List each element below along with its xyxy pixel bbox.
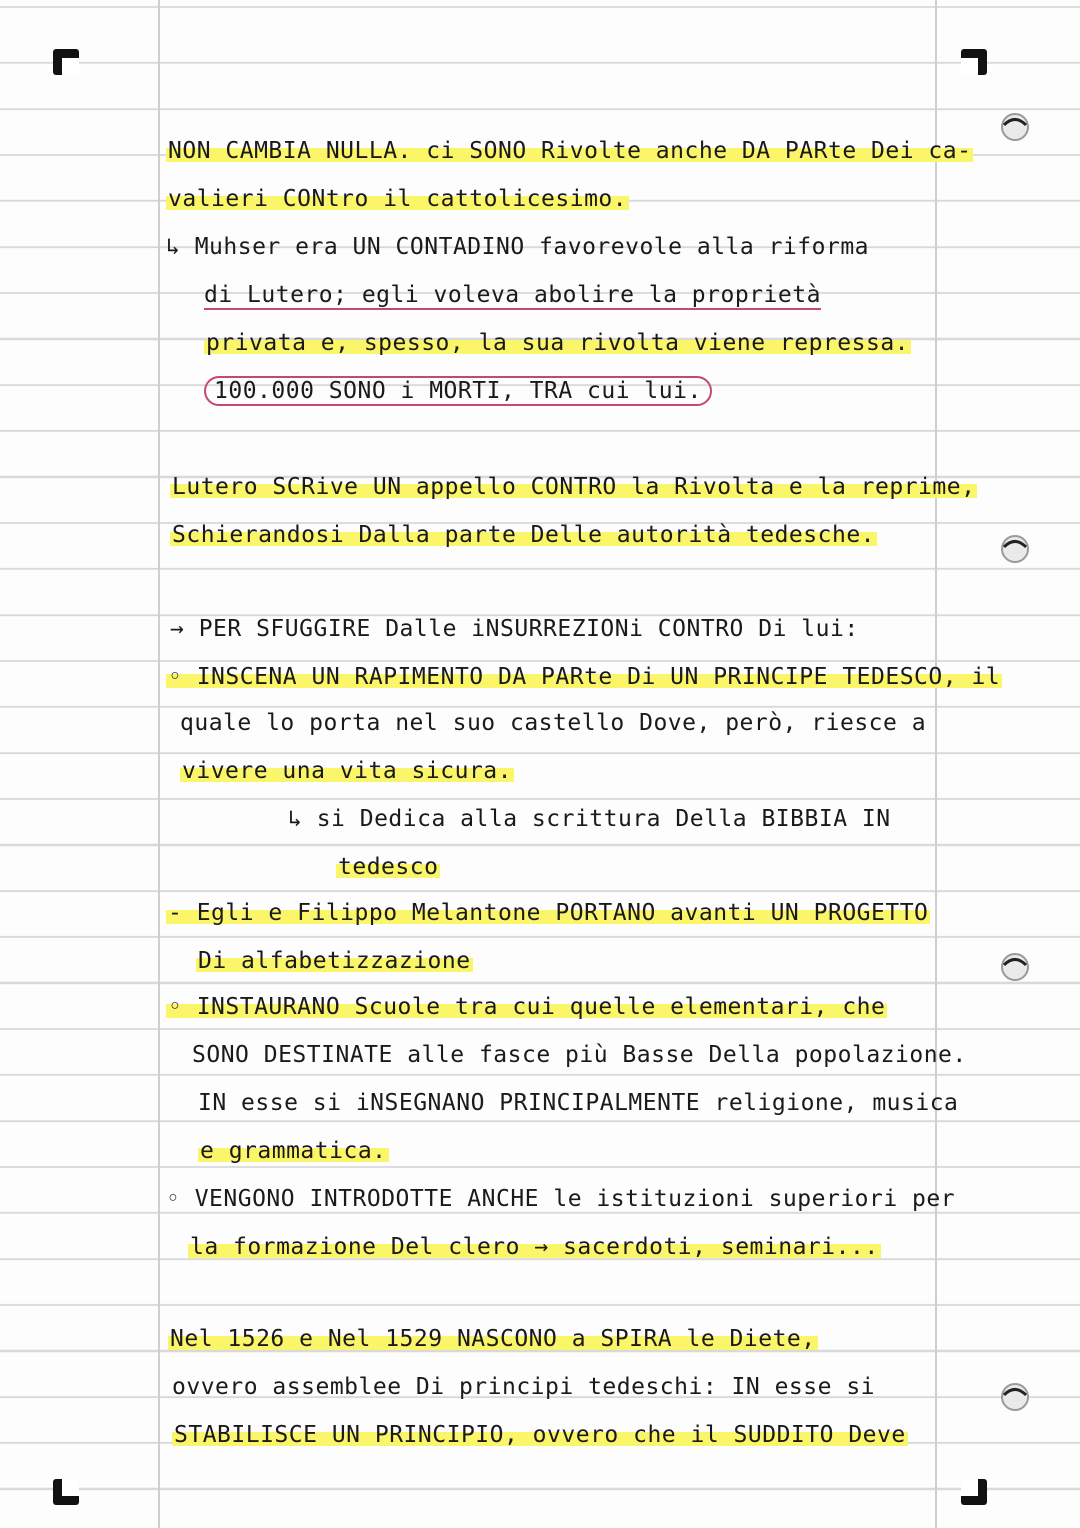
note-line: e grammatica. xyxy=(200,1138,387,1164)
note-line: STABILISCE UN PRINCIPIO, ovvero che il SUDDITO Deve xyxy=(174,1422,906,1448)
note-line: ↳ Muhser era UN CONTADINO favorevole alla riforma xyxy=(166,234,870,260)
binder-hole-icon xyxy=(998,532,1032,566)
note-line: ovvero assemblee Di principi tedeschi: IN esse si xyxy=(172,1374,876,1400)
note-line: valieri CONtro il cattolicesimo. xyxy=(168,186,628,212)
note-line: ↳ si Dedica alla scrittura Della BIBBIA IN xyxy=(288,806,891,832)
note-line: → PER SFUGGIRE Dalle iNSURREZIONi CONTRO Di lui: xyxy=(170,616,859,642)
corner-bracket-icon xyxy=(960,48,988,76)
note-line: tedesco xyxy=(338,854,439,880)
note-line: IN esse si iNSEGNANO PRINCIPALMENTE religione, musica xyxy=(198,1090,959,1116)
corner-bracket-icon xyxy=(52,48,80,76)
binder-hole-icon xyxy=(998,950,1032,984)
note-line: privata e, spesso, la sua rivolta viene repressa. xyxy=(206,330,910,356)
binder-hole-icon xyxy=(998,1380,1032,1414)
note-line: di Lutero; egli voleva abolire la proprietà xyxy=(204,282,821,308)
note-line: 100.000 SONO i MORTI, TRA cui lui. xyxy=(204,378,712,404)
note-line: Lutero SCRive UN appello CONTRO la Rivolta e la reprime, xyxy=(172,474,976,500)
corner-bracket-icon xyxy=(52,1478,80,1506)
note-line: Di alfabetizzazione xyxy=(198,948,471,974)
note-line: Schierandosi Dalla parte Delle autorità tedesche. xyxy=(172,522,876,548)
note-line: - Egli e Filippo Melantone PORTANO avanti UN PROGETTO xyxy=(168,900,929,926)
note-line: SONO DESTINATE alle fasce più Basse Della popolazione. xyxy=(192,1042,967,1068)
note-line: la formazione Del clero → sacerdoti, seminari... xyxy=(190,1234,879,1260)
corner-bracket-icon xyxy=(960,1478,988,1506)
note-line: vivere una vita sicura. xyxy=(182,758,512,784)
note-line: quale lo porta nel suo castello Dove, però, riesce a xyxy=(180,710,927,736)
note-line: ◦ INSTAURANO Scuole tra cui quelle elementari, che xyxy=(168,994,886,1020)
binder-hole-icon xyxy=(998,110,1032,144)
note-line: NON CAMBIA NULLA. ci SONO Rivolte anche DA PARte Dei ca- xyxy=(168,138,972,164)
right-margin-line xyxy=(935,0,937,1528)
note-line: ◦ INSCENA UN RAPIMENTO DA PARte Di UN PRINCIPE TEDESCO, il xyxy=(168,664,1001,690)
left-margin-line xyxy=(158,0,160,1528)
note-line: ◦ VENGONO INTRODOTTE ANCHE le istituzioni superiori per xyxy=(166,1186,956,1212)
note-line: Nel 1526 e Nel 1529 NASCONO a SPIRA le Diete, xyxy=(170,1326,816,1352)
